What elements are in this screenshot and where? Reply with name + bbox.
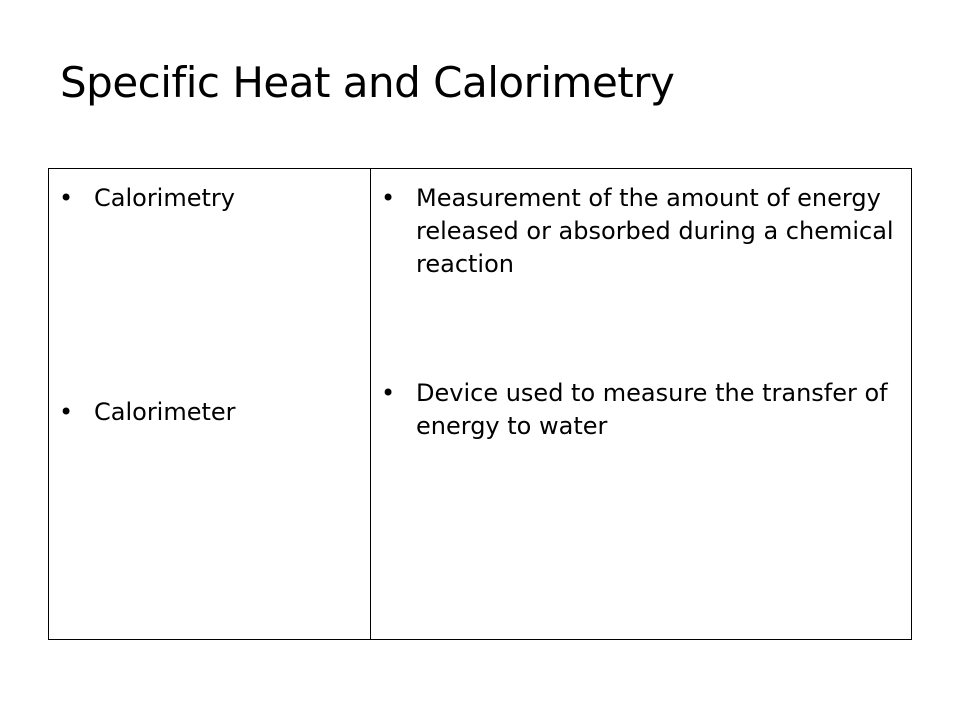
bullet-icon: • <box>381 379 396 407</box>
definition-calorimeter <box>381 377 901 443</box>
column-divider <box>370 169 371 639</box>
term-calorimetry <box>59 182 359 215</box>
bullet-icon: • <box>59 398 74 426</box>
slide-title: Specific Heat and Calorimetry <box>60 58 675 107</box>
term-label: Calorimetry <box>94 184 235 212</box>
definition-text: Measurement of the amount of energy released or absorbed during a chemical reaction <box>416 184 894 278</box>
bullet-icon: • <box>59 184 74 212</box>
term-label: Calorimeter <box>94 398 236 426</box>
bullet-icon: • <box>381 184 396 212</box>
definition-calorimetry <box>381 182 901 281</box>
definition-text: Device used to measure the transfer of energy to water <box>416 379 888 440</box>
term-calorimeter <box>59 396 359 429</box>
term-definition-table <box>48 168 912 640</box>
